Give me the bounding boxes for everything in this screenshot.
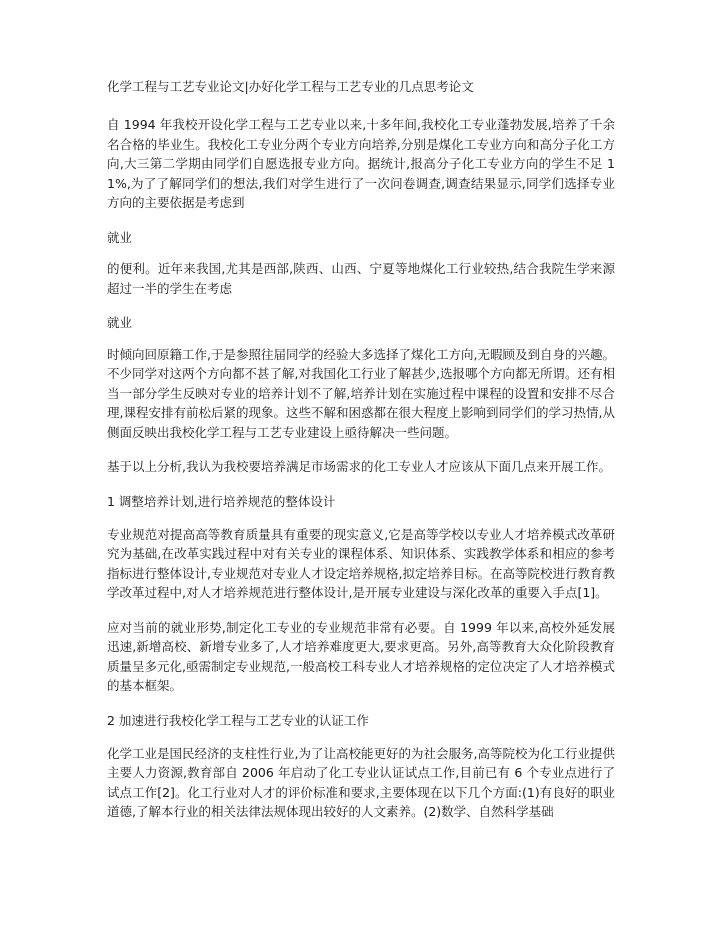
body-paragraph: 就业 bbox=[107, 315, 133, 330]
body-paragraph: 的便利。近年来我国,尤其是西部,陕西、山西、宁夏等地煤化工行业较热,结合我院生学来源超过一半的学生在考虑 bbox=[107, 261, 615, 296]
body-paragraph: 专业规范对提高高等教育质量具有重要的现实意义,它是高等学校以专业人才培养模式改革研究为基础,在改革实践过程中对有关专业的课程体系、知识体系、实践教学体系和相应的参考指标进行整体设计,专业规范对专业人才设定培养规格,拟定培养目标。在高等院校进行教育教学改革过程中,对人才培养规范进行整体设计,是开展专业建设与深化改革的重要入手点[1]。 bbox=[107, 526, 615, 600]
body-paragraph: 自 1994 年我校开设化学工程与工艺专业以来,十多年间,我校化工专业蓬勃发展,培养了千余名合格的毕业生。我校化工专业分两个专业方向培养,分别是煤化工专业方向和高分子化工方向,大三第二学期由同学们自愿选报专业方向。据统计,报高分子化工专业方向的学生不足 11%,为了了解同学们的想法,我们对学生进行了一次问卷调查,调查结果显示,同学们选择专业方向的主要依据是考虑到 bbox=[107, 117, 615, 210]
document-page bbox=[107, 78, 615, 837]
body-paragraph: 化学工业是国民经济的支柱性行业,为了让高校能更好的为社会服务,高等院校为化工行业提供主要人力资源,教育部自 2006 年启动了化工专业认证试点工作,目前已有 6 个专业点进行了试点工作[2]。化工行业对人才的评价标准和要求,主要体现在以下几个方面:(1)有良好的职业道德,了解本行业的相关法律法规体现出较好的人文素养。(2)数学、自然科学基础 bbox=[107, 745, 615, 819]
body-paragraph: 就业 bbox=[107, 229, 133, 245]
body-paragraph: 应对当前的就业形势,制定化工专业的专业规范非常有必要。自 1999 年以来,高校外延发展迅速,新增高校、新增专业多了,人才培养难度更大,要求更高。另外,高等教育大众化阶段教育质量呈多元化,亟需制定专业规范,一般高校工科专业人才培养规格的定位决定了人才培养模式的基本框架。 bbox=[107, 619, 615, 693]
body-paragraph: 时倾向回原籍工作,于是参照往届同学的经验大多选择了煤化工方向,无暇顾及到自身的兴趣。不少同学对这两个方向都不甚了解,对我国化工行业了解甚少,选报哪个方向都无所谓。还有相当一部分学生反映对专业的培养计划不了解,培养计划在实施过程中课程的设置和安排不尽合理,课程安排有前松后紧的现象。这些不解和困惑都在很大程度上影响到同学们的学习热情,从侧面反映出我校化学工程与工艺专业建设上亟待解决一些问题。 bbox=[107, 346, 615, 440]
section-heading: 2 加速进行我校化学工程与工艺专业的认证工作 bbox=[107, 712, 369, 728]
section-heading: 1 调整培养计划,进行培养规范的整体设计 bbox=[107, 493, 336, 509]
document-title: 化学工程与工艺专业论文|办好化学工程与工艺专业的几点思考论文 bbox=[107, 79, 474, 94]
body-paragraph: 基于以上分析,我认为我校要培养满足市场需求的化工专业人才应该从下面几点来开展工作。 bbox=[107, 459, 611, 474]
